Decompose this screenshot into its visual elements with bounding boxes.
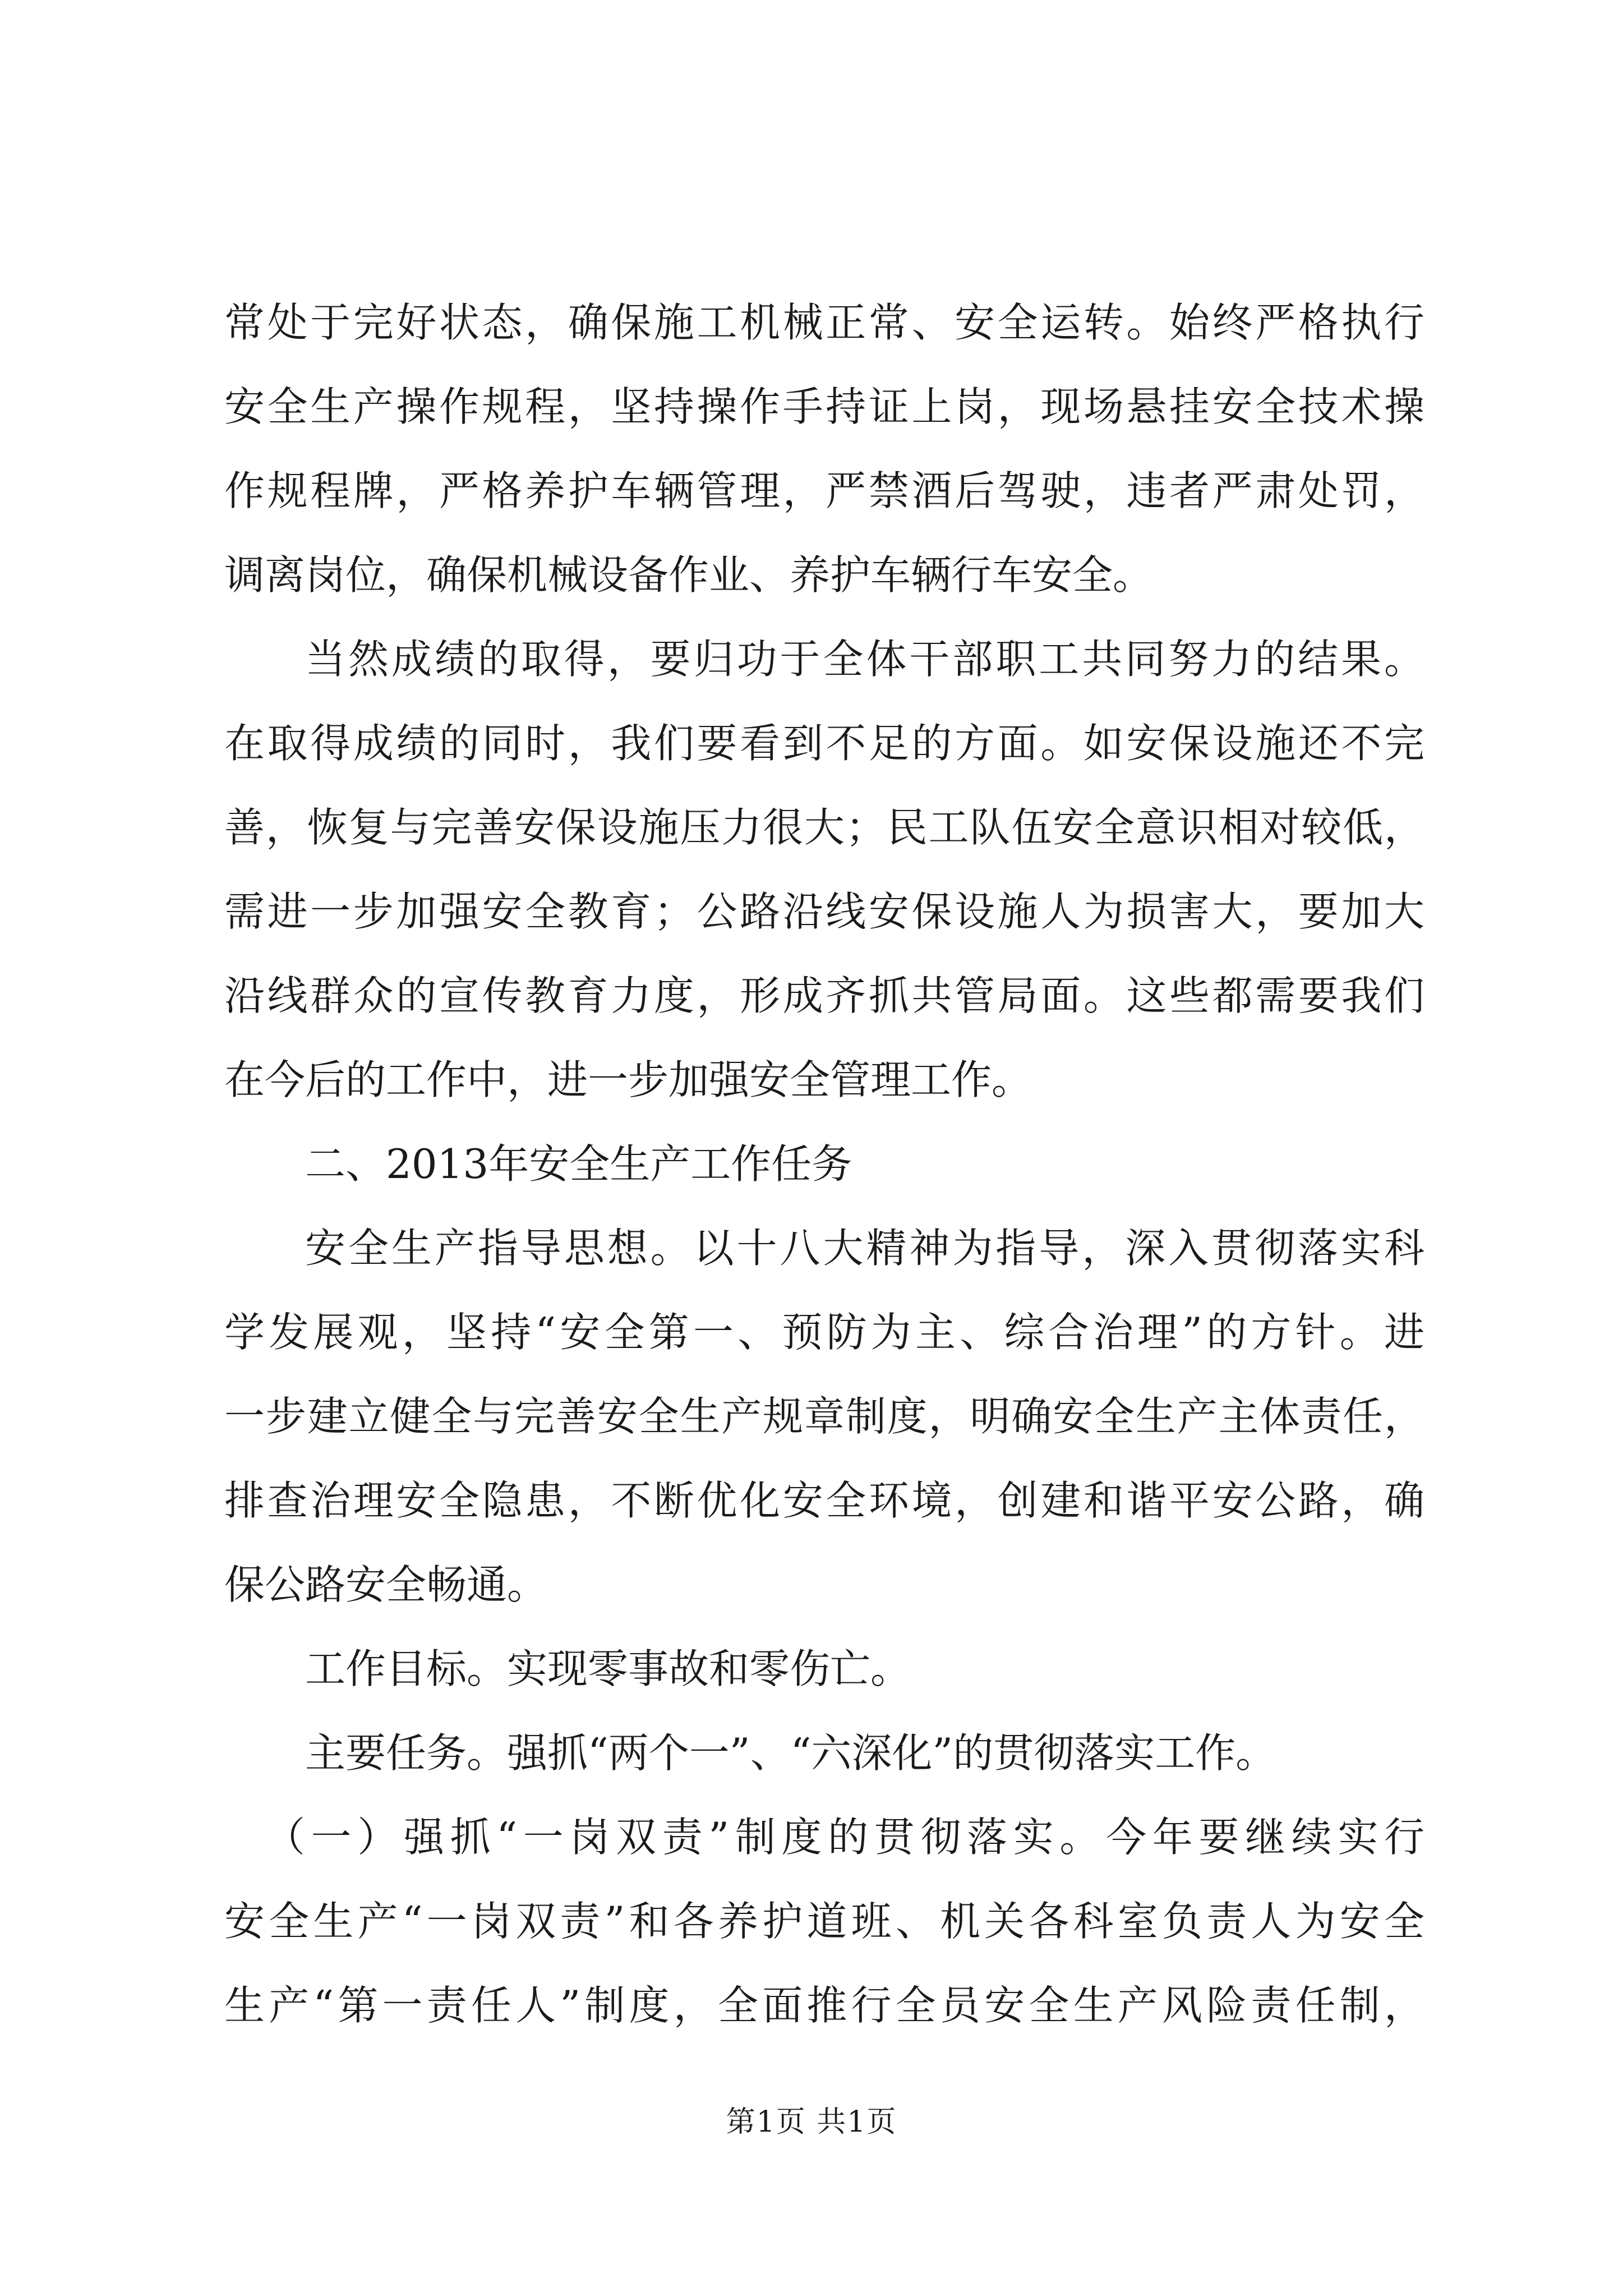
text-line: 工作目标。实现零事故和零伤亡。 [305,1645,911,1692]
text-line: 当然成绩的取得，要归功于全体干部职工共同努力的结果。 [305,636,1424,683]
text-line: （一）强抓“一岗双责”制度的贯彻落实。今年要继续实行 [265,1814,1424,1861]
text-line: 生产“第一责任人”制度，全面推行全员安全生产风险责任制， [224,1982,1424,2029]
body-text [224,280,1424,2047]
text-line: 常处于完好状态，确保施工机械正常、安全运转。始终严格执行 [224,299,1424,346]
text-line: 安全生产操作规程，坚持操作手持证上岗，现场悬挂安全技术操 [224,383,1424,430]
text-line: 善，恢复与完善安保设施压力很大；民工队伍安全意识相对较低， [224,804,1424,851]
text-line: 需进一步加强安全教育；公路沿线安保设施人为损害大，要加大 [224,888,1424,935]
text-line: 排查治理安全隐患，不断优化安全环境，创建和谐平安公路，确 [224,1477,1424,1524]
text-line: 保公路安全畅通。 [224,1561,548,1608]
text-line: 沿线群众的宣传教育力度，形成齐抓共管局面。这些都需要我们 [224,972,1424,1019]
text-line: 调离岗位，确保机械设备作业、养护车辆行车安全。 [224,551,1154,599]
text-line: 主要任务。强抓“两个一”、“六深化”的贯彻落实工作。 [305,1729,1276,1777]
text-line: 安全生产指导思想。以十八大精神为指导，深入贯彻落实科 [305,1225,1424,1272]
page-number-footer: 第1页 共1页 [726,2105,897,2139]
text-line: 在取得成绩的同时，我们要看到不足的方面。如安保设施还不完 [224,720,1424,767]
text-line: 安全生产“一岗双责”和各养护道班、机关各科室负责人为安全 [224,1898,1424,1945]
section-heading: 二、2013年安全生产工作任务 [305,1140,852,1188]
text-line: 在今后的工作中，进一步加强安全管理工作。 [224,1056,1032,1103]
text-line: 作规程牌，严格养护车辆管理，严禁酒后驾驶，违者严肃处罚， [224,467,1424,514]
text-line: 一步建立健全与完善安全生产规章制度，明确安全生产主体责任， [224,1393,1424,1440]
text-line: 学发展观，坚持“安全第一、预防为主、综合治理”的方针。进 [224,1309,1424,1356]
